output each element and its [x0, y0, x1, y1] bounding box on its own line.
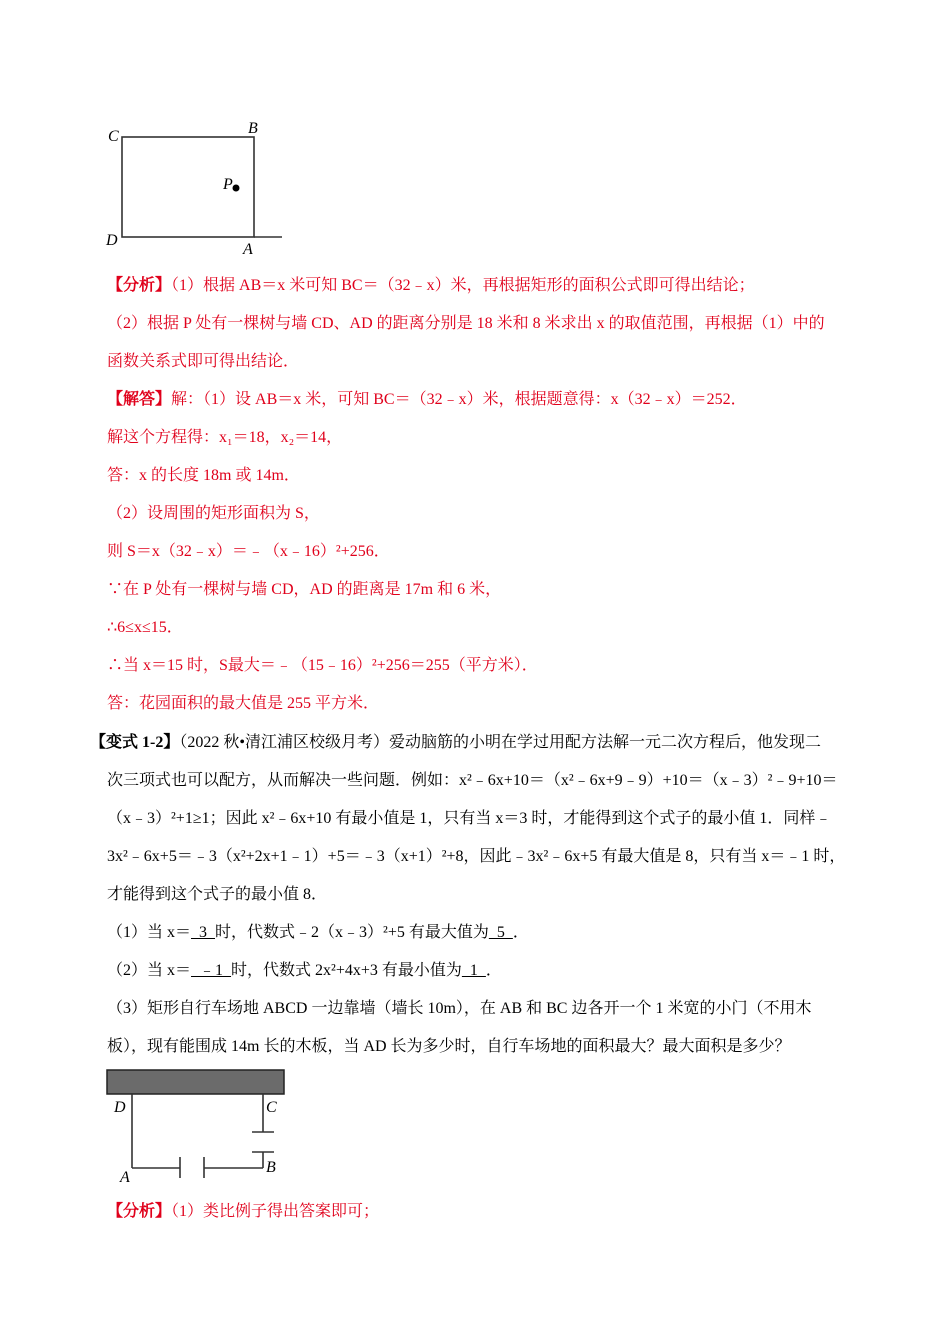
label-b: B	[248, 120, 258, 137]
solution1-line9: 答：花园面积的最大值是 255 平方米．	[107, 695, 380, 712]
question-1: （1）当 x＝ 3 时，代数式﹣2（x﹣3）²+5 有最大值为 5 ．	[107, 924, 529, 941]
label-p: P	[223, 176, 233, 193]
label-a: A	[243, 241, 253, 258]
answer-blank: 5	[488, 924, 513, 941]
answer-blank: 3	[191, 924, 216, 941]
analysis1-line3: 函数关系式即可得出结论．	[107, 353, 300, 370]
analysis1-line2: （2）根据 P 处有一棵树与墙 CD、AD 的距离分别是 18 米和 8 米求出 x 的取值范围，再根据（1）中的	[107, 315, 825, 332]
solution1-line4: （2）设周围的矩形面积为 S，	[107, 505, 320, 522]
answer-blank: 1	[461, 962, 486, 979]
variant-line5: 才能得到这个式子的最小值 8．	[107, 886, 328, 903]
tree-point-p	[233, 185, 240, 192]
label-d: D	[114, 1099, 126, 1116]
label-c: C	[266, 1099, 277, 1116]
question-2: （2）当 x＝ ﹣1 时，代数式 2x²+4x+3 有最小值为 1 ．	[107, 962, 502, 979]
variant-line1: 【变式 1-2】（2022 秋•清江浦区校级月考）爱动脑筋的小明在学过用配方法解一元二次方程后，他发现二	[90, 734, 821, 751]
wall	[107, 1070, 284, 1094]
figure-bike-area	[100, 1068, 300, 1183]
analysis-tag: 【分析】	[107, 1203, 172, 1220]
question-3-line2: 板），现有能围成 14m 长的木板，当 AD 长为多少时，自行车场地的面积最大？最大面积是多少？	[107, 1038, 791, 1055]
label-a: A	[120, 1169, 130, 1183]
solution1-line1: 【解答】解：（1）设 AB＝x 米，可知 BC＝（32﹣x）米，根据题意得：x（32﹣x）＝252．	[107, 391, 747, 408]
analysis-tag: 【分析】	[107, 277, 172, 294]
variant-tag: 【变式 1-2】	[90, 734, 180, 751]
solution1-line6: ∵在 P 处有一棵树与墙 CD，AD 的距离是 17m 和 6 米，	[107, 581, 502, 598]
solution-tag: 【解答】	[107, 391, 172, 408]
variant-line3: （x﹣3）²+1≥1；因此 x²﹣6x+10 有最小值是 1，只有当 x＝3 时，才能得到这个式子的最小值 1．同样﹣	[107, 810, 832, 827]
figure-rectangle-garden	[100, 115, 290, 260]
label-d: D	[106, 232, 118, 249]
solution1-line2: 解这个方程得：x₁＝18，x₂＝14，	[107, 429, 343, 446]
variant-line4: 3x²﹣6x+5＝﹣3（x²+2x+1﹣1）+5＝﹣3（x+1）²+8，因此﹣3x²﹣6x+5 有最大值是 8，只有当 x＝﹣1 时，	[107, 848, 846, 865]
analysis2-line1: 【分析】（1）类比例子得出答案即可；	[107, 1203, 380, 1220]
solution1-line8: ∴当 x＝15 时，S最大＝﹣（15﹣16）²+256＝255（平方米）．	[107, 657, 538, 674]
analysis1-line1: 【分析】（1）根据 AB＝x 米可知 BC＝（32﹣x）米，再根据矩形的面积公式即可得出结论；	[107, 277, 755, 294]
solution1-line5: 则 S＝x（32﹣x）＝﹣（x﹣16）²+256．	[107, 543, 390, 560]
question-3-line1: （3）矩形自行车场地 ABCD 一边靠墙（墙长 10m），在 AB 和 BC 边各开一个 1 米宽的小门（不用木	[107, 1000, 812, 1017]
solution1-line3: 答：x 的长度 18m 或 14m．	[107, 467, 300, 484]
solution1-line7: ∴6≤x≤15．	[107, 619, 183, 636]
label-b: B	[266, 1159, 276, 1176]
answer-blank: ﹣1	[191, 962, 232, 979]
label-c: C	[108, 128, 119, 145]
variant-line2: 次三项式也可以配方，从而解决一些问题．例如：x²﹣6x+10＝（x²﹣6x+9﹣9）+10＝（x﹣3）²﹣9+10＝	[107, 772, 838, 789]
